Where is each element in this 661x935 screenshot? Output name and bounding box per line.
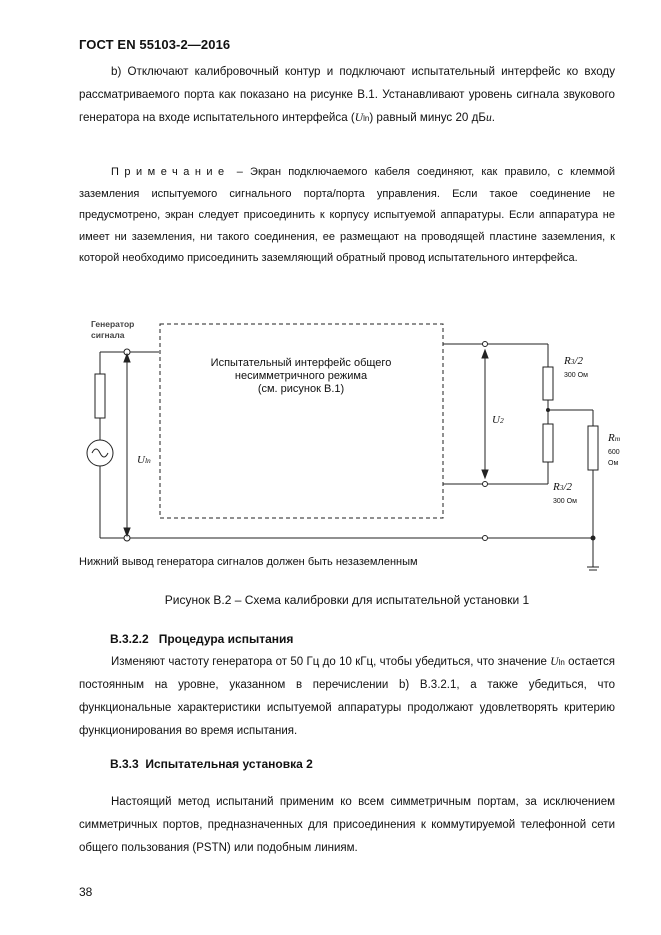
r3-top-label: R3/2 xyxy=(564,355,584,367)
rm-value: 600 Ом xyxy=(608,449,620,467)
generator-resistor xyxy=(95,374,105,418)
u2-label: U2 xyxy=(492,414,504,426)
box-label: Испытательный интерфейс общего несимметричного режима (см. рисунок B.1) xyxy=(210,357,392,395)
section-heading-setup-2: B.3.3 Испытательная установка 2 xyxy=(110,757,313,771)
page-number: 38 xyxy=(79,885,93,899)
rm-resistor xyxy=(588,426,598,470)
r3-bottom-resistor xyxy=(543,424,553,462)
rm-label: Rm xyxy=(608,432,621,444)
r3-top-resistor xyxy=(543,367,553,400)
r3-bottom-value: 300 Ом xyxy=(553,498,577,505)
paragraph-b: b) Отключают калибровочный контур и подключают испытательный интерфейс ко входу рассматриваемого порта как показано на рисунке B.1. Устанавливают уровень сигнала звукового генератора на входе испытательного интерфейса (Uln) равный минус 20 дБu. xyxy=(79,65,615,124)
note-paragraph: Примечание – Экран подключаемого кабеля соединяют, как правило, с клеммой заземления испытуемого сигнального порта/порта управления. Если такое соединение не предусмотрено, экран следует присоединить к корпусу испытуемой аппаратуры. Если аппаратура не имеет ни заземления, ни такого соединения, ее размещают на проводящей пластине заземления, к которой необходимо присоединить заземляющий обратный провод испытательного интерфейса. xyxy=(79,166,615,264)
document-header: ГОСТ EN 55103-2—2016 xyxy=(79,37,231,52)
test-interface-box xyxy=(160,324,443,518)
procedure-paragraph: Изменяют частоту генератора от 50 Гц до 10 кГц, чтобы убедиться, что значение Uln остается постоянным на уровне, указанном в перечислении b) B.3.2.1, а также убедиться, что функциональные характеристики испытуемой аппаратуры продолжают удовлетворять критерию функционирования во время испытания. xyxy=(79,656,615,737)
setup-2-paragraph: Настоящий метод испытаний применим ко всем симметричным портам, за исключением симметричных портов, предназначенных для присоединения к коммутируемой телефонной сети общего пользования (PSTN) или подобным линиям. xyxy=(79,796,615,854)
generator-label: Генератор сигнала xyxy=(91,319,135,340)
note-label: Примечание xyxy=(111,166,230,178)
bottom-note: Нижний вывод генератора сигналов должен быть незаземленным xyxy=(79,556,418,568)
calibration-diagram xyxy=(79,312,619,580)
r3-top-value: 300 Ом xyxy=(564,372,588,379)
r3-bottom-label: R3/2 xyxy=(553,481,573,493)
circuit-schematic xyxy=(79,312,619,580)
um-label: Uln xyxy=(137,454,151,466)
section-heading-procedure: B.3.2.2 Процедура испытания xyxy=(110,632,294,646)
figure-caption: Рисунок B.2 – Схема калибровки для испытательной установки 1 xyxy=(164,593,530,607)
